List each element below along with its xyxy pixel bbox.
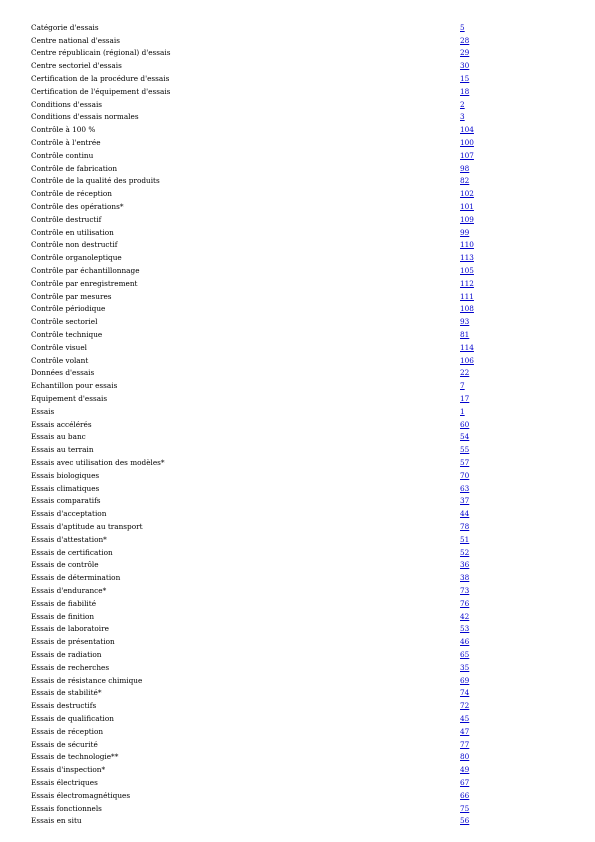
index-term: Essais d'inspection* bbox=[31, 765, 106, 775]
index-entry bbox=[31, 34, 511, 47]
index-entry bbox=[31, 635, 511, 648]
page-number-link[interactable]: 29 bbox=[460, 48, 470, 58]
page-number-link[interactable]: 47 bbox=[460, 726, 470, 736]
page-number-link[interactable]: 5 bbox=[460, 22, 465, 32]
page-number-link[interactable]: 2 bbox=[460, 99, 465, 109]
page-number-link[interactable]: 53 bbox=[460, 624, 470, 634]
index-term: Essais d'aptitude au transport bbox=[31, 521, 143, 531]
page-number-link[interactable]: 55 bbox=[460, 445, 470, 455]
index-term: Essais de finition bbox=[31, 611, 95, 621]
index-term: Essais avec utilisation des modèles* bbox=[31, 457, 165, 467]
page-number-link[interactable]: 81 bbox=[460, 330, 470, 340]
page-number-link[interactable]: 57 bbox=[460, 457, 470, 467]
index-entry bbox=[31, 712, 511, 725]
page-number-link[interactable]: 74 bbox=[460, 688, 470, 698]
index-entry bbox=[31, 431, 511, 444]
index-term: Certification de l'équipement d'essais bbox=[31, 86, 171, 96]
index-term: Echantillon pour essais bbox=[31, 381, 118, 391]
page-number-link[interactable]: 35 bbox=[460, 662, 470, 672]
index-entry bbox=[31, 175, 511, 188]
index-entry bbox=[31, 558, 511, 571]
index-entry bbox=[31, 392, 511, 405]
index-term: Certification de la procédure d'essais bbox=[31, 74, 170, 84]
page-number-link[interactable]: 77 bbox=[460, 739, 470, 749]
index-term: Centre national d'essais bbox=[31, 35, 120, 45]
page-number-link[interactable]: 73 bbox=[460, 585, 470, 595]
index-term: Essais d'attestation* bbox=[31, 534, 107, 544]
index-term: Essais fonctionnels bbox=[31, 803, 102, 813]
index-term: Centre sectoriel d'essais bbox=[31, 61, 122, 71]
index-term: Conditions d'essais normales bbox=[31, 112, 139, 122]
index-term: Contrôle non destructif bbox=[31, 240, 118, 250]
page-number-link[interactable]: 99 bbox=[460, 227, 470, 237]
page-number-link[interactable]: 18 bbox=[460, 86, 470, 96]
index-term: Contrôle périodique bbox=[31, 304, 106, 314]
index-entry bbox=[31, 251, 511, 264]
index-term: Essais bbox=[31, 406, 55, 416]
page-number-link[interactable]: 107 bbox=[460, 150, 474, 160]
index-term: Essais destructifs bbox=[31, 701, 97, 711]
index-entry bbox=[31, 367, 511, 380]
index-entry bbox=[31, 162, 511, 175]
page-number-link[interactable]: 63 bbox=[460, 483, 470, 493]
index-entry bbox=[31, 699, 511, 712]
page-number-link[interactable]: 106 bbox=[460, 355, 474, 365]
index-term: Essais au terrain bbox=[31, 445, 94, 455]
index-term: Essais de fiabilité bbox=[31, 598, 97, 608]
index-term: Contrôle sectoriel bbox=[31, 317, 98, 327]
index-entry bbox=[31, 686, 511, 699]
index-entry bbox=[31, 47, 511, 60]
index-term: Essais de radiation bbox=[31, 649, 102, 659]
page-number-link[interactable]: 114 bbox=[460, 342, 474, 352]
page-number-link[interactable]: 28 bbox=[460, 35, 470, 45]
index-entry bbox=[31, 187, 511, 200]
index-entry bbox=[31, 725, 511, 738]
index-term: Contrôle technique bbox=[31, 330, 103, 340]
index-entry bbox=[31, 111, 511, 124]
page-number-link[interactable]: 37 bbox=[460, 496, 470, 506]
index-entry bbox=[31, 738, 511, 751]
index-entry bbox=[31, 315, 511, 328]
index-entry bbox=[31, 622, 511, 635]
index-entry bbox=[31, 776, 511, 789]
page-number-link[interactable]: 112 bbox=[460, 278, 474, 288]
index-entry bbox=[31, 469, 511, 482]
index-term: Contrôle à l'entrée bbox=[31, 138, 101, 148]
index-term: Contrôle visuel bbox=[31, 342, 88, 352]
page-number-link[interactable]: 36 bbox=[460, 560, 470, 570]
index-term: Contrôle organoleptique bbox=[31, 253, 122, 263]
page-number-link[interactable]: 51 bbox=[460, 534, 470, 544]
index-entry bbox=[31, 533, 511, 546]
page-number-link[interactable]: 75 bbox=[460, 803, 470, 813]
index-entry bbox=[31, 520, 511, 533]
page-number-link[interactable]: 78 bbox=[460, 521, 470, 531]
index-term: Essais de laboratoire bbox=[31, 624, 109, 634]
page-number-link[interactable]: 98 bbox=[460, 163, 470, 173]
index-entry bbox=[31, 750, 511, 763]
page-number-link[interactable]: 66 bbox=[460, 790, 470, 800]
page-number-link[interactable]: 102 bbox=[460, 189, 474, 199]
index-entry bbox=[31, 443, 511, 456]
index-entry bbox=[31, 648, 511, 661]
index-term: Contrôle de fabrication bbox=[31, 163, 118, 173]
index-entry bbox=[31, 789, 511, 802]
index-term: Essais de recherches bbox=[31, 662, 110, 672]
index-entry bbox=[31, 405, 511, 418]
page-number-link[interactable]: 109 bbox=[460, 214, 474, 224]
index-term: Essais au banc bbox=[31, 432, 86, 442]
index-term: Contrôle continu bbox=[31, 150, 94, 160]
index-entry bbox=[31, 584, 511, 597]
index-entry bbox=[31, 213, 511, 226]
page-number-link[interactable]: 101 bbox=[460, 202, 474, 212]
index-entry bbox=[31, 379, 511, 392]
index-term: Centre républicain (régional) d'essais bbox=[31, 48, 171, 58]
index-entry bbox=[31, 98, 511, 111]
page-number-link[interactable]: 52 bbox=[460, 547, 470, 557]
index-entry bbox=[31, 674, 511, 687]
index-term: Equipement d'essais bbox=[31, 394, 108, 403]
page-number-link[interactable]: 30 bbox=[460, 61, 470, 71]
index-entry bbox=[31, 136, 511, 149]
index-term: Essais de technologie** bbox=[31, 752, 119, 762]
page-number-link[interactable]: 38 bbox=[460, 573, 470, 583]
page-number-link[interactable]: 54 bbox=[460, 432, 470, 442]
index-term: Essais climatiques bbox=[31, 483, 100, 493]
index-term: Essais de résistance chimique bbox=[31, 675, 143, 685]
page-number-link[interactable]: 1 bbox=[460, 406, 465, 416]
index-entry bbox=[31, 72, 511, 85]
index-term: Contrôle de la qualité des produits bbox=[31, 176, 160, 186]
index-entry bbox=[31, 354, 511, 367]
index-term: Données d'essais bbox=[31, 368, 95, 378]
index-entry bbox=[31, 149, 511, 162]
index-term: Essais électromagnétiques bbox=[31, 790, 131, 800]
page-number-link[interactable]: 7 bbox=[460, 381, 465, 391]
index-entry bbox=[31, 418, 511, 431]
index-entry bbox=[31, 661, 511, 674]
index-entry bbox=[31, 456, 511, 469]
page-number-link[interactable]: 17 bbox=[460, 394, 470, 403]
page-number-link[interactable]: 70 bbox=[460, 470, 470, 480]
page-number-link[interactable]: 3 bbox=[460, 112, 465, 122]
index-entry bbox=[31, 507, 511, 520]
index-term: Essais comparatifs bbox=[31, 496, 101, 506]
index-entry bbox=[31, 264, 511, 277]
page-number-link[interactable]: 69 bbox=[460, 675, 470, 685]
index-entry bbox=[31, 814, 511, 827]
index-entry bbox=[31, 571, 511, 584]
page-number-link[interactable]: 80 bbox=[460, 752, 470, 762]
index-term: Essais de présentation bbox=[31, 637, 115, 647]
page-number-link[interactable]: 113 bbox=[460, 253, 474, 263]
index-term: Essais de certification bbox=[31, 547, 113, 557]
page-number-link[interactable]: 56 bbox=[460, 816, 470, 826]
page-number-link[interactable]: 46 bbox=[460, 637, 470, 647]
index-term: Catégorie d'essais bbox=[31, 22, 99, 32]
page-number-link[interactable]: 15 bbox=[460, 74, 470, 84]
index-term: Contrôle par enregistrement bbox=[31, 278, 138, 288]
index-entry bbox=[31, 303, 511, 316]
index-term: Essais électriques bbox=[31, 777, 98, 787]
index-term: Contrôle par mesures bbox=[31, 291, 112, 301]
index-term: Essais de stabilité* bbox=[31, 688, 102, 698]
index-entry bbox=[31, 277, 511, 290]
index-entry bbox=[31, 494, 511, 507]
index-entry bbox=[31, 226, 511, 239]
index-term: Essais accélérés bbox=[31, 419, 92, 429]
index-term: Essais biologiques bbox=[31, 470, 100, 480]
index-entry bbox=[31, 597, 511, 610]
page-number-link[interactable]: 110 bbox=[460, 240, 474, 250]
index-entry bbox=[31, 482, 511, 495]
index-entry bbox=[31, 610, 511, 623]
page-number-link[interactable]: 22 bbox=[460, 368, 470, 378]
page-number-link[interactable]: 111 bbox=[460, 291, 474, 301]
index-term: Essais d'endurance* bbox=[31, 585, 107, 595]
index-term: Essais d'acceptation bbox=[31, 509, 107, 519]
index-term: Contrôle destructif bbox=[31, 214, 102, 224]
page-number-link[interactable]: 93 bbox=[460, 317, 470, 327]
page-number-link[interactable]: 104 bbox=[460, 125, 474, 135]
page-number-link[interactable]: 60 bbox=[460, 419, 470, 429]
index-term: Conditions d'essais bbox=[31, 99, 103, 109]
index-term: Essais de sécurité bbox=[31, 739, 98, 749]
page-number-link[interactable]: 42 bbox=[460, 611, 470, 621]
index-entry bbox=[31, 59, 511, 72]
index-entry bbox=[31, 239, 511, 252]
index-entry bbox=[31, 546, 511, 559]
index-entry bbox=[31, 123, 511, 136]
index-term: Contrôle par échantillonnage bbox=[31, 266, 140, 276]
index-entry bbox=[31, 328, 511, 341]
index-term: Contrôle en utilisation bbox=[31, 227, 114, 237]
page-number-link[interactable]: 67 bbox=[460, 777, 470, 787]
page-number-link[interactable]: 105 bbox=[460, 266, 474, 276]
index-entry bbox=[31, 85, 511, 98]
index-entry bbox=[31, 200, 511, 213]
index-term: Essais de réception bbox=[31, 726, 104, 736]
index-term: Contrôle de réception bbox=[31, 189, 113, 199]
alphabetical-index bbox=[31, 21, 511, 827]
index-term: Contrôle à 100 % bbox=[31, 125, 96, 135]
page-number-link[interactable]: 100 bbox=[460, 138, 474, 148]
index-entry bbox=[31, 763, 511, 776]
index-entry bbox=[31, 802, 511, 815]
index-term: Contrôle volant bbox=[31, 355, 89, 365]
index-term: Contrôle des opérations* bbox=[31, 202, 124, 212]
index-entry bbox=[31, 341, 511, 354]
page-number-link[interactable]: 49 bbox=[460, 765, 470, 775]
index-entry bbox=[31, 21, 511, 34]
page-number-link[interactable]: 65 bbox=[460, 649, 470, 659]
page-number-link[interactable]: 45 bbox=[460, 713, 470, 723]
index-term: Essais de contrôle bbox=[31, 560, 99, 570]
index-term: Essais de détermination bbox=[31, 573, 121, 583]
index-entry bbox=[31, 290, 511, 303]
page-number-link[interactable]: 44 bbox=[460, 509, 470, 519]
page-number-link[interactable]: 76 bbox=[460, 598, 470, 608]
page-number-link[interactable]: 82 bbox=[460, 176, 470, 186]
page-number-link[interactable]: 72 bbox=[460, 701, 470, 711]
page-number-link[interactable]: 108 bbox=[460, 304, 474, 314]
index-term: Essais de qualification bbox=[31, 713, 114, 723]
index-term: Essais en situ bbox=[31, 816, 82, 826]
